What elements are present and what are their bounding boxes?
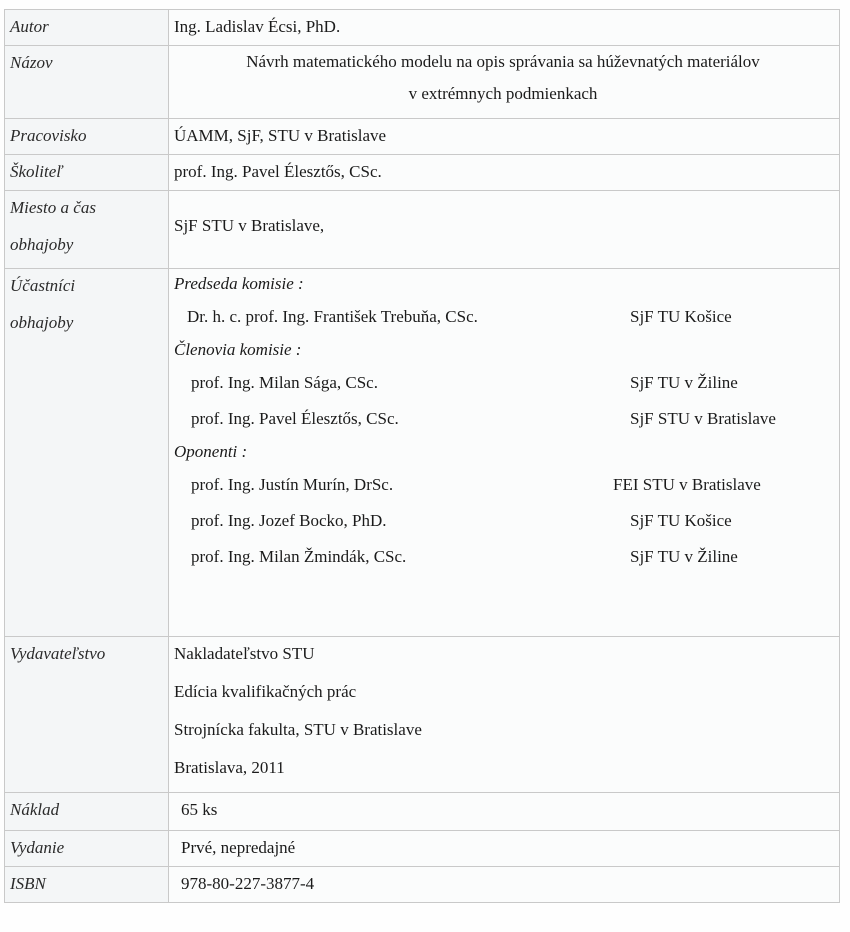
publisher-line: Nakladateľstvo STU — [174, 644, 315, 663]
row-isbn — [5, 867, 840, 903]
row-autor — [5, 10, 840, 46]
committee-member — [174, 401, 839, 437]
opponent-name: prof. Ing. Milan Žmindák, CSc. — [191, 547, 407, 566]
value-vydanie: Prvé, nepredajné — [169, 831, 840, 867]
row-nazov — [5, 46, 840, 119]
label-miesto-line-1: Miesto a čas — [10, 198, 96, 217]
title-line-2: v extrémnych podmienkach — [408, 84, 598, 103]
opponent-institution: FEI STU v Bratislave — [613, 475, 761, 494]
label-ucastnici-line-2: obhajoby — [10, 313, 74, 332]
row-miesto — [5, 191, 840, 269]
publisher-line: Strojnícka fakulta, STU v Bratislave — [174, 720, 422, 739]
label-nazov: Názov — [5, 46, 169, 119]
opponent — [174, 503, 839, 539]
member-name: Dr. h. c. prof. Ing. František Trebuňa, CSc. — [187, 307, 478, 326]
row-vydanie — [5, 831, 840, 867]
clenovia-heading: Členovia komisie : — [174, 340, 302, 359]
row-pracovisko — [5, 119, 840, 155]
row-vydavatelstvo — [5, 637, 840, 793]
value-naklad: 65 ks — [169, 793, 840, 831]
value-autor: Ing. Ladislav Écsi, PhD. — [169, 10, 840, 46]
value-vydavatelstvo — [169, 637, 840, 793]
member-institution: SjF TU Košice — [630, 307, 732, 326]
value-isbn: 978-80-227-3877-4 — [169, 867, 840, 903]
value-pracovisko: ÚAMM, SjF, STU v Bratislave — [169, 119, 840, 155]
label-miesto — [5, 191, 169, 269]
committee-member — [174, 299, 839, 335]
member-name: prof. Ing. Milan Sága, CSc. — [191, 373, 378, 392]
member-name: prof. Ing. Pavel Élesztős, CSc. — [191, 409, 399, 428]
label-vydanie: Vydanie — [5, 831, 169, 867]
label-naklad: Náklad — [5, 793, 169, 831]
publication-info-table — [4, 9, 840, 903]
label-isbn: ISBN — [5, 867, 169, 903]
publisher-line: Edícia kvalifikačných prác — [174, 682, 357, 701]
label-vydavatelstvo: Vydavateľstvo — [5, 637, 169, 793]
label-pracovisko: Pracovisko — [5, 119, 169, 155]
label-ucastnici-line-1: Účastníci — [10, 276, 76, 295]
value-miesto: SjF STU v Bratislave, — [169, 191, 840, 269]
label-autor: Autor — [5, 10, 169, 46]
label-skolitel: Školiteľ — [5, 155, 169, 191]
member-institution: SjF STU v Bratislave — [630, 409, 776, 428]
row-ucastnici — [5, 269, 840, 637]
opponent-institution: SjF TU Košice — [630, 511, 732, 530]
opponent-institution: SjF TU v Žiline — [630, 547, 738, 566]
label-miesto-line-2: obhajoby — [10, 235, 74, 254]
title-line-1: Návrh matematického modelu na opis správania sa húževnatých materiálov — [246, 52, 760, 71]
opponent-name: prof. Ing. Jozef Bocko, PhD. — [191, 511, 387, 530]
oponenti-heading: Oponenti : — [174, 442, 248, 461]
value-skolitel: prof. Ing. Pavel Élesztős, CSc. — [169, 155, 840, 191]
value-nazov — [169, 46, 840, 119]
row-naklad — [5, 793, 840, 831]
predseda-heading: Predseda komisie : — [174, 274, 304, 293]
opponent — [174, 539, 839, 575]
opponent — [174, 467, 839, 503]
member-institution: SjF TU v Žiline — [630, 373, 738, 392]
opponent-name: prof. Ing. Justín Murín, DrSc. — [191, 475, 394, 494]
label-ucastnici — [5, 269, 169, 637]
publisher-line: Bratislava, 2011 — [174, 758, 285, 777]
row-skolitel — [5, 155, 840, 191]
committee-member — [174, 365, 839, 401]
value-ucastnici — [169, 269, 840, 637]
